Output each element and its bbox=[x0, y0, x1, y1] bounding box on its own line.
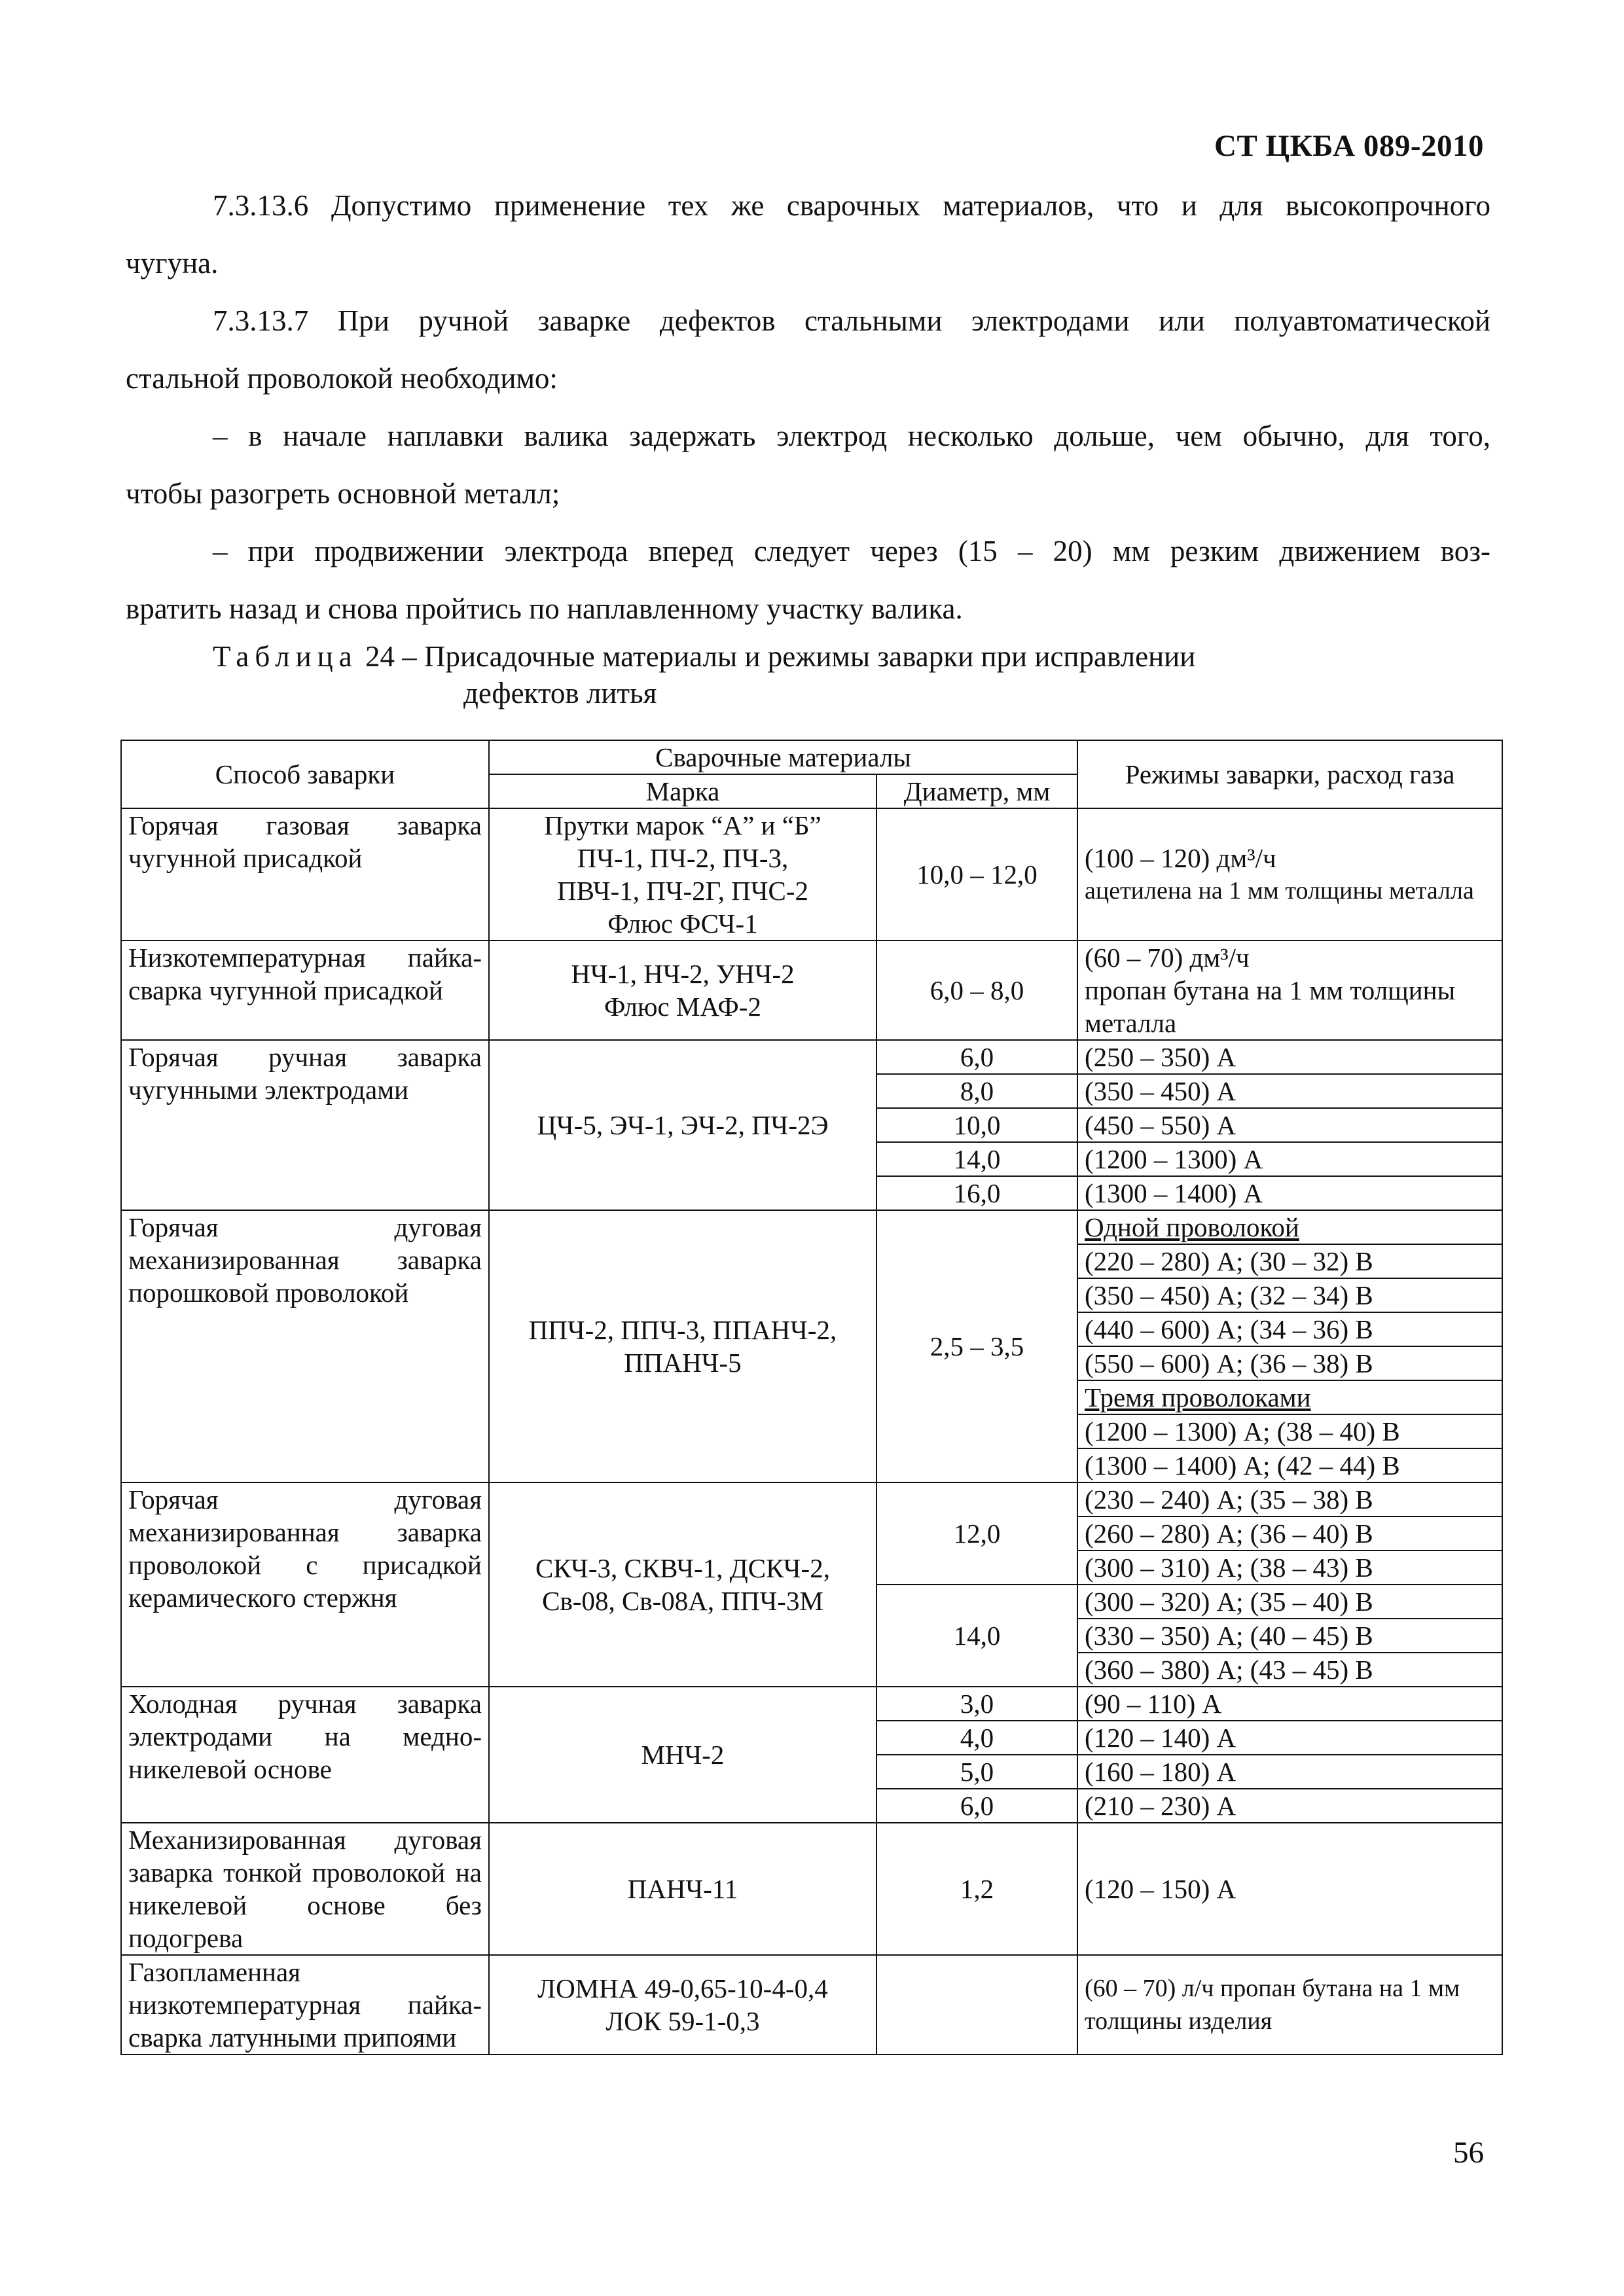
header-diameter: Диаметр, мм bbox=[876, 774, 1077, 808]
page-number: 56 bbox=[1453, 2136, 1484, 2170]
cell-mode: (1300 – 1400) А; (42 – 44) В bbox=[1077, 1448, 1502, 1482]
cell-mode: (1300 – 1400) А bbox=[1077, 1176, 1502, 1210]
table-row bbox=[121, 808, 1502, 941]
paragraph-7-3-13-7: 7.3.13.7 При ручной заварке дефектов стальными электродами или полуавтоматической стальной проволокой необходимо: bbox=[126, 304, 1490, 395]
cell-mode: (300 – 310) А; (38 – 43) В bbox=[1077, 1551, 1502, 1585]
cell-diameter: 12,0 bbox=[876, 1482, 1077, 1585]
cell-mode: (60 – 70) л/ч пропан бутана на 1 мм толщины изделия bbox=[1077, 1955, 1502, 2054]
table-row bbox=[121, 1823, 1502, 1955]
header-materials: Сварочные материалы bbox=[489, 740, 1077, 774]
cell-method: Горячая дуговая механизированная заварка проволокой с присадкой керамического стержня bbox=[121, 1482, 489, 1687]
cell-diameter: 6,0 bbox=[876, 1789, 1077, 1823]
cell-method: Горячая дуговая механизированная заварка порошковой проволокой bbox=[121, 1210, 489, 1482]
cell-diameter: 1,2 bbox=[876, 1823, 1077, 1955]
cell-mode: (1200 – 1300) А bbox=[1077, 1142, 1502, 1176]
cell-mode-subheading: Одной проволокой bbox=[1077, 1210, 1502, 1244]
cell-mode: (60 – 70) дм³/ч пропан бутана на 1 мм толщины металла bbox=[1077, 941, 1502, 1040]
cell-mark: ППЧ-2, ППЧ-3, ППАНЧ-2, ППАНЧ-5 bbox=[489, 1210, 876, 1482]
cell-mode: (550 – 600) А; (36 – 38) В bbox=[1077, 1346, 1502, 1380]
cell-method: Горячая ручная заварка чугунными электродами bbox=[121, 1040, 489, 1210]
cell-mode: (250 – 350) А bbox=[1077, 1040, 1502, 1074]
cell-mode-subheading: Тремя проволоками bbox=[1077, 1380, 1502, 1414]
cell-mode: (90 – 110) А bbox=[1077, 1687, 1502, 1721]
table-row bbox=[121, 941, 1502, 1040]
cell-method: Газопламенная низкотемпературная пайка-сварка латунными припоями bbox=[121, 1955, 489, 2054]
cell-diameter: 14,0 bbox=[876, 1585, 1077, 1687]
cell-mark: МНЧ-2 bbox=[489, 1687, 876, 1823]
table-row bbox=[121, 1482, 1502, 1516]
cell-mode: (1200 – 1300) А; (38 – 40) В bbox=[1077, 1414, 1502, 1448]
cell-mode: (350 – 450) А; (32 – 34) В bbox=[1077, 1278, 1502, 1312]
cell-mode: (440 – 600) А; (34 – 36) В bbox=[1077, 1312, 1502, 1346]
paragraph-7-3-13-6: 7.3.13.6 Допустимо применение тех же сварочных материалов, что и для высокопрочного чугуна. bbox=[126, 189, 1490, 279]
cell-method: Холодная ручная заварка электродами на медно-никелевой основе bbox=[121, 1687, 489, 1823]
table-row bbox=[121, 1687, 1502, 1721]
table-caption: Таблица 24 – Присадочные материалы и режимы заварки при исправлении bbox=[213, 640, 1196, 673]
cell-method: Низкотемпературная пайка-сварка чугунной присадкой bbox=[121, 941, 489, 1040]
cell-diameter bbox=[876, 1955, 1077, 2054]
table-caption-line2: дефектов литья bbox=[463, 677, 657, 709]
cell-method: Механизированная дуговая заварка тонкой проволокой на никелевой основе без подогрева bbox=[121, 1823, 489, 1955]
cell-diameter: 16,0 bbox=[876, 1176, 1077, 1210]
cell-mark: Прутки марок “А” и “Б” ПЧ-1, ПЧ-2, ПЧ-3, ПВЧ-1, ПЧ-2Г, ПЧС-2 Флюс ФСЧ-1 bbox=[489, 808, 876, 941]
header-mark: Марка bbox=[489, 774, 876, 808]
cell-mode: (120 – 140) А bbox=[1077, 1721, 1502, 1755]
welding-materials-table bbox=[120, 740, 1503, 2055]
table-row bbox=[121, 1040, 1502, 1074]
cell-mode: (210 – 230) А bbox=[1077, 1789, 1502, 1823]
cell-diameter: 2,5 – 3,5 bbox=[876, 1210, 1077, 1482]
cell-diameter: 10,0 bbox=[876, 1108, 1077, 1142]
cell-mode: (350 – 450) А bbox=[1077, 1074, 1502, 1108]
header-modes: Режимы заварки, расход газа bbox=[1077, 740, 1502, 808]
cell-diameter: 14,0 bbox=[876, 1142, 1077, 1176]
cell-diameter: 10,0 – 12,0 bbox=[876, 808, 1077, 941]
cell-diameter: 4,0 bbox=[876, 1721, 1077, 1755]
list-item-1: – в начале наплавки валика задержать электрод несколько дольше, чем обычно, для того, чтобы разогреть основной металл; bbox=[126, 420, 1490, 510]
cell-mode: (120 – 150) А bbox=[1077, 1823, 1502, 1955]
cell-mode: (300 – 320) А; (35 – 40) В bbox=[1077, 1585, 1502, 1619]
cell-mode: (450 – 550) А bbox=[1077, 1108, 1502, 1142]
cell-mode: (220 – 280) А; (30 – 32) В bbox=[1077, 1244, 1502, 1278]
cell-mode: (260 – 280) А; (36 – 40) В bbox=[1077, 1516, 1502, 1551]
cell-diameter: 5,0 bbox=[876, 1755, 1077, 1789]
cell-mode: (230 – 240) А; (35 – 38) В bbox=[1077, 1482, 1502, 1516]
cell-diameter: 8,0 bbox=[876, 1074, 1077, 1108]
cell-mark: ЛОМНА 49-0,65-10-4-0,4 ЛОК 59-1-0,3 bbox=[489, 1955, 876, 2054]
table-header-row bbox=[121, 740, 1502, 774]
header-method: Способ заварки bbox=[121, 740, 489, 808]
cell-mode: (360 – 380) А; (43 – 45) В bbox=[1077, 1653, 1502, 1687]
cell-diameter: 6,0 bbox=[876, 1040, 1077, 1074]
table-row bbox=[121, 1210, 1502, 1244]
cell-mark: НЧ-1, НЧ-2, УНЧ-2 Флюс МАФ-2 bbox=[489, 941, 876, 1040]
cell-mark: ЦЧ-5, ЭЧ-1, ЭЧ-2, ПЧ-2Э bbox=[489, 1040, 876, 1210]
cell-diameter: 3,0 bbox=[876, 1687, 1077, 1721]
cell-mark: СКЧ-3, СКВЧ-1, ДСКЧ-2, Св-08, Св-08А, ППЧ-3М bbox=[489, 1482, 876, 1687]
cell-mode: (100 – 120) дм³/ч ацетилена на 1 мм толщины металла bbox=[1077, 808, 1502, 941]
cell-mode: (160 – 180) А bbox=[1077, 1755, 1502, 1789]
cell-mode: (330 – 350) А; (40 – 45) В bbox=[1077, 1619, 1502, 1653]
cell-mark: ПАНЧ-11 bbox=[489, 1823, 876, 1955]
list-item-2: – при продвижении электрода вперед следует через (15 – 20) мм резким движением воз- вратить назад и снова пройтись по наплавленному участку валика. bbox=[126, 535, 1490, 625]
table-row bbox=[121, 1955, 1502, 2054]
document-code: СТ ЦКБА 089-2010 bbox=[1214, 129, 1484, 163]
cell-diameter: 6,0 – 8,0 bbox=[876, 941, 1077, 1040]
cell-method: Горячая газовая заварка чугунной присадкой bbox=[121, 808, 489, 941]
